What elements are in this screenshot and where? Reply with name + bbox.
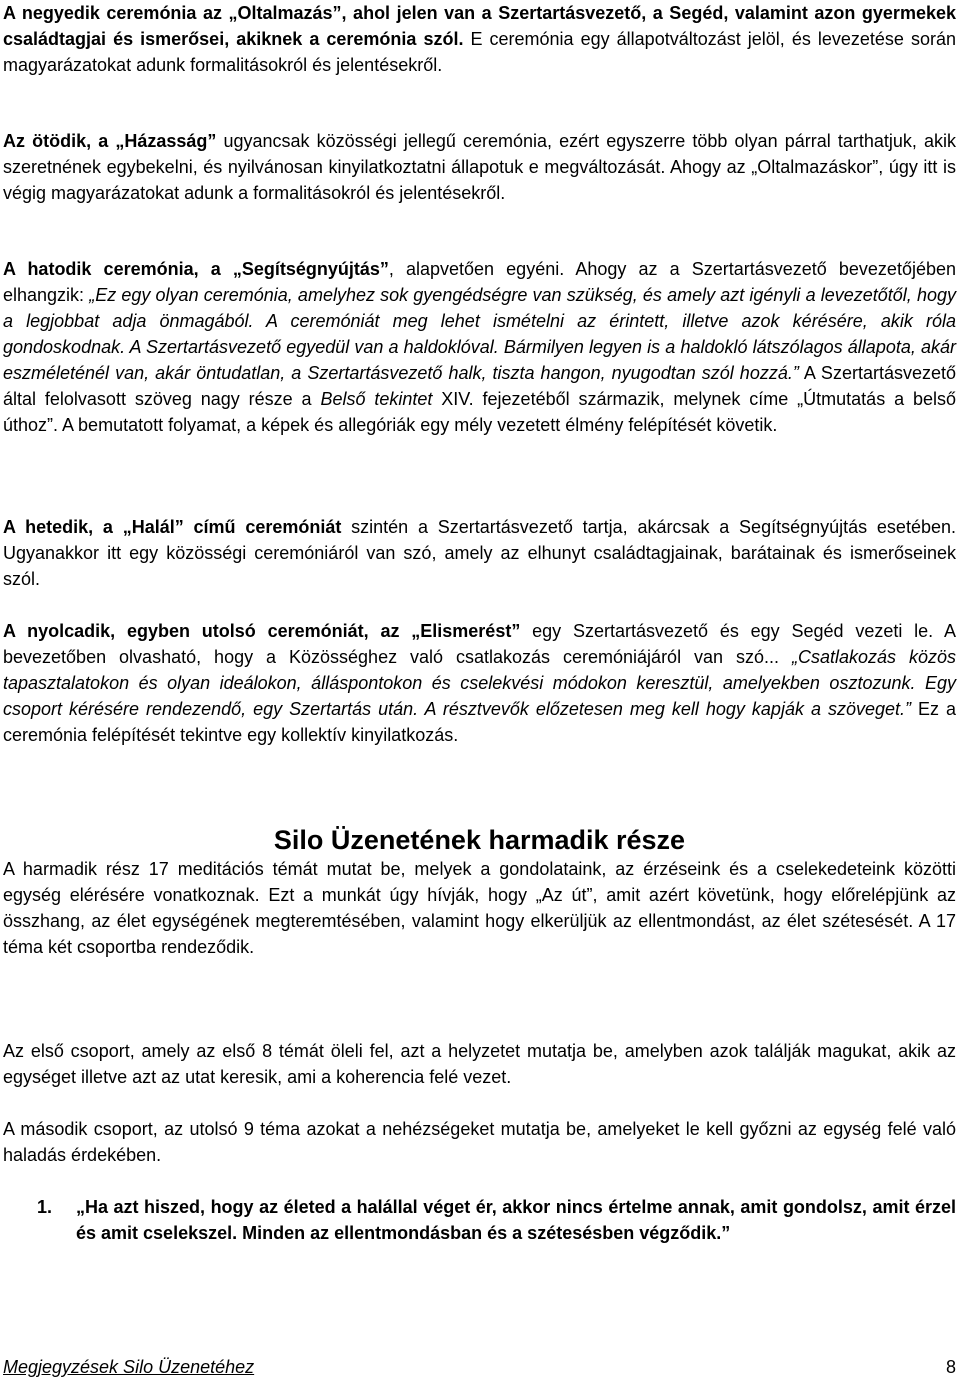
paragraph-third-part-intro: A harmadik rész 17 meditációs témát mutat be, melyek a gondolataink, az érzéseink és a cselekedeteink közötti egység elérésére vonatkoznak. Ezt a munkát úgy hívják, hogy „Az út”, amit azért követünk, hogy előrelépjünk az összhang, az élet egységének megteremtésében, valamint hogy elkerüljük az ellentmondást, az élet szétesését. A 17 téma két csoportba rendeződik.: [3, 859, 956, 957]
bold-lead: A nyolcadik, egyben utolsó ceremóniát, az „Elismerést”: [3, 621, 521, 641]
paragraph-text: E ceremónia egy állapotváltozást jelöl, és levezetése során magyarázatokat adunk formalitásokról és jelentésekről.: [3, 29, 956, 75]
italic-quote: „Csatlakozás közös tapasztalatokon és olyan ideálokon, álláspontokon és cselekvési módokon keresztül, amelyekben osztozunk. Egy csoport kérésére rendezendő, egy Szertartás után. A résztvevők előzetesen meg kell hogy kapják a szöveget.”: [3, 647, 956, 719]
italic-book-title: Belső tekintet: [320, 389, 433, 409]
paragraph-text: ugyancsak közösségi jellegű ceremónia, ezért egyszerre több olyan párral tarthatjuk, akik szeretnének egybekelni, és nyilvánosan kinyilatkoztatni állapotuk e megváltozását. Ahogy az „Oltalmazáskor”, úgy itt is végig magyarázatokat adunk a formalitásokról és jelentésekről.: [3, 131, 956, 203]
paragraph-first-group: Az első csoport, amely az első 8 témát öleli fel, azt a helyzetet mutatja be, amelyben azok találják magukat, akik az egységet illetve azt az utat keresik, ami a koherencia felé vezet.: [3, 1041, 956, 1087]
paragraph-text: XIV. fejezetéből származik, melynek címe „Útmutatás a belső úthoz”. A bemutatott folyamat, a képek és allegóriák egy mély vezetett élmény felépítését követik.: [3, 389, 956, 435]
bold-lead: Az ötödik, a „Házasság”: [3, 131, 217, 151]
italic-quote: „Ez egy olyan ceremónia, amelyhez sok gyengédségre van szükség, és amely azt igényli a levezetőtől, hogy a legjobbat adja önmagából. A ceremóniát meg lehet ismételni az érintett, illetve azok kérésére, akik róla gondoskodnak. A Szertartásvezető egyedül van a haldoklóval. Bármilyen legyen is a haldokló látszólagos állapota, akár eszméleténél van, akár öntudatlan, a Szertartásvezető halk, tiszta hangon, nyugodtan szól hozzá.”: [3, 285, 956, 383]
paragraph-seventh-ceremony: [3, 514, 956, 592]
paragraph-eighth-ceremony: [3, 618, 956, 748]
paragraph-sixth-ceremony: [3, 256, 956, 438]
paragraph-text: A Szertartásvezető által felolvasott szöveg nagy része a: [3, 363, 956, 409]
paragraph-fourth-ceremony: [3, 0, 956, 78]
footer-title: Megjegyzések Silo Üzenetéhez: [3, 1357, 255, 1377]
paragraph-text: , alapvetően egyéni. Ahogy az a Szertartásvezető bevezetőjében elhangzik:: [3, 259, 956, 305]
paragraph-text: szintén a Szertartásvezető tartja, akárcsak a Segítségnyújtás esetében. Ugyanakkor itt egy közösségi ceremóniáról van szó, amely az elhunyt családtagjainak, barátainak és ismerőseinek szól.: [3, 517, 956, 589]
list-item-text: „Ha azt hiszed, hogy az életed a halállal véget ér, akkor nincs értelme annak, amit gondolsz, amit érzel és amit cselekszel. Minden az ellentmondásban és a szétesésben végződik.”: [76, 1197, 956, 1243]
list-item-number: 1.: [37, 1197, 53, 1217]
page-number: 8: [945, 1357, 956, 1377]
bold-lead: A hatodik ceremónia, a „Segítségnyújtás”: [3, 259, 389, 279]
bold-lead: A negyedik ceremónia az „Oltalmazás”, ahol jelen van a Szertartásvezető, a Segéd, valamint azon gyermekek családtagjai és ismerősei, akiknek a ceremónia szól.: [3, 3, 956, 49]
section-heading: Silo Üzenetének harmadik része: [273, 825, 686, 855]
page-footer: [3, 1357, 956, 1379]
paragraph-text: egy Szertartásvezető és egy Segéd vezeti le. A bevezetőben olvasható, hogy a Közösséghez való csatlakozás ceremóniájáról van szó...: [3, 621, 957, 667]
bold-lead: A hetedik, a „Halál” című ceremóniát: [3, 517, 342, 537]
paragraph-text: Ez a ceremónia felépítését tekintve egy kollektív kinyilatkozás.: [3, 699, 956, 745]
paragraph-second-group: A második csoport, az utolsó 9 téma azokat a nehézségeket mutatja be, amelyeket le kell győzni az egység felé való haladás érdekében.: [3, 1119, 956, 1165]
paragraph-fifth-ceremony: [3, 128, 956, 206]
